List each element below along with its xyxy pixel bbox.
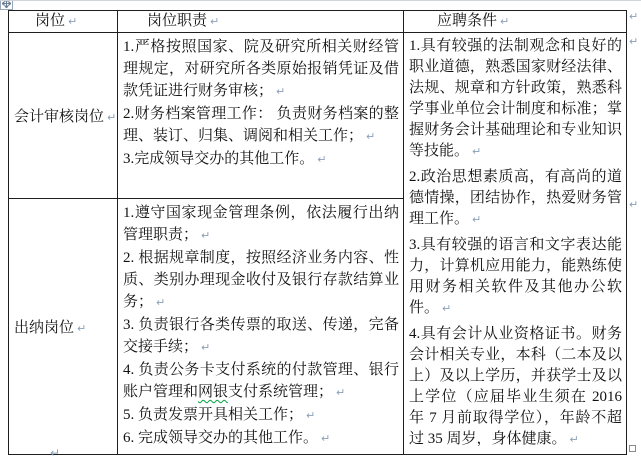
table-move-handle[interactable] xyxy=(0,0,13,10)
duty-item xyxy=(123,314,399,359)
end-of-row-mark: ↵ xyxy=(629,35,639,48)
paragraph-mark: ↵ xyxy=(569,433,579,446)
requirement-text: 1.具有较强的法制观念和良好的职业道德，熟悉国家财经法律、法规、规章和方针政策，熟悉科学事业单位会计制度和标准；掌握财务会计基础理论和专业知识等技能。 xyxy=(409,38,622,159)
duty-item xyxy=(123,148,399,171)
spellcheck-flagged-word: 网银 xyxy=(198,384,229,400)
cell-requirements[interactable] xyxy=(404,33,627,455)
end-of-row-mark: ↵ xyxy=(629,10,639,23)
duty-item xyxy=(123,103,399,148)
duty-text: 4. 负责公务卡支付系统的付款管理、银行账户管理和 xyxy=(123,362,399,400)
column-header-duties-label: 岗位职责 xyxy=(147,13,208,29)
paragraph-mark: ↵ xyxy=(472,145,482,158)
paragraph-mark: ↵ xyxy=(442,302,452,315)
duty-item xyxy=(123,36,399,103)
position-label: 出纳岗位 xyxy=(14,320,75,336)
duty-text: 1.遵守国家现金管理条例，依法履行出纳管理职责； xyxy=(123,205,399,243)
requirement-item xyxy=(409,324,622,446)
paragraph-mark: ↵ xyxy=(201,229,211,242)
column-header-position[interactable] xyxy=(9,11,118,33)
paragraph-mark: ↵ xyxy=(306,409,316,422)
cell-duties-accounting-audit[interactable] xyxy=(118,33,404,199)
duty-text: 2.财务档案管理工作： 负责财务档案的整理、装订、归集、调阅和相关工作； xyxy=(123,106,399,144)
paragraph-mark: ↵ xyxy=(472,213,482,226)
column-header-duties[interactable] xyxy=(118,11,404,33)
end-of-row-mark: ↵ xyxy=(629,198,639,211)
requirement-item xyxy=(409,235,622,319)
duty-text: 5. 负责发票开具相关工作； xyxy=(123,407,304,423)
column-header-position-label: 岗位 xyxy=(35,13,66,29)
paragraph-mark: ↵ xyxy=(50,446,61,460)
duty-text: 1.严格按照国家、院及研究所相关财经管理规定，对研究所各类原始报销凭证及借款凭证进行财务审核； xyxy=(123,39,399,99)
paragraph-mark: ↵ xyxy=(156,296,166,309)
paragraph-mark: ↵ xyxy=(201,341,211,354)
requirement-item xyxy=(409,167,622,230)
column-header-requirements[interactable] xyxy=(404,11,627,33)
table-row-accounting-audit xyxy=(9,33,627,199)
paragraph-mark: ↵ xyxy=(336,386,346,399)
requirement-text: 2.政治思想素质高，有高尚的道德情操，团结协作，热爱财务管理工作。 xyxy=(409,169,622,227)
requirement-item xyxy=(409,36,622,162)
job-positions-table xyxy=(8,10,627,455)
requirement-text: 3.具有较强的语言和文字表达能力，计算机应用能力，能熟练使用财务相关软件及其他办公软件。 xyxy=(409,237,622,316)
duty-item xyxy=(123,359,399,404)
cell-position-accounting-audit[interactable] xyxy=(9,33,118,199)
duty-text: 支付系统管理； xyxy=(228,384,334,400)
duty-item xyxy=(123,202,399,247)
duty-text: 2. 根据规章制度，按照经济业务内容、性质、类别办理现金收付及银行存款结算业务； xyxy=(123,250,399,310)
position-label: 会计审核岗位 xyxy=(14,109,105,125)
column-header-requirements-label: 应聘条件 xyxy=(437,13,498,29)
move-cross-icon xyxy=(2,0,11,8)
duty-item xyxy=(123,247,399,314)
paragraph-mark: ↵ xyxy=(321,432,331,445)
paragraph-mark: ↵ xyxy=(500,15,510,28)
duty-text: 3.完成领导交办的其他工作。 xyxy=(123,151,315,167)
paragraph-mark: ↵ xyxy=(276,85,286,98)
table-resize-handle[interactable] xyxy=(629,445,636,452)
requirement-text: 4.具有会计从业资格证书。财务会计相关专业，本科（二本及以上）及以上学历，并获学士及以上学位（应届毕业生须在 2016 年 7 月前取得学位），年龄不超过 35 周岁，身体健康。 xyxy=(409,326,622,446)
duty-item xyxy=(123,404,399,427)
paragraph-mark: ↵ xyxy=(77,322,87,335)
table-header-row xyxy=(9,11,627,33)
cell-position-cashier[interactable] xyxy=(9,199,118,455)
duty-text: 3. 负责银行各类传票的取送、传递，完备交接手续； xyxy=(123,317,399,355)
paragraph-mark: ↵ xyxy=(210,15,220,28)
duty-text: 6. 完成领导交办的其他工作。 xyxy=(123,430,319,446)
duty-item xyxy=(123,427,399,450)
paragraph-mark: ↵ xyxy=(366,130,376,143)
cell-duties-cashier[interactable] xyxy=(118,199,404,455)
paragraph-mark: ↵ xyxy=(68,15,78,28)
paragraph-mark: ↵ xyxy=(107,111,117,124)
paragraph-mark: ↵ xyxy=(317,153,327,166)
